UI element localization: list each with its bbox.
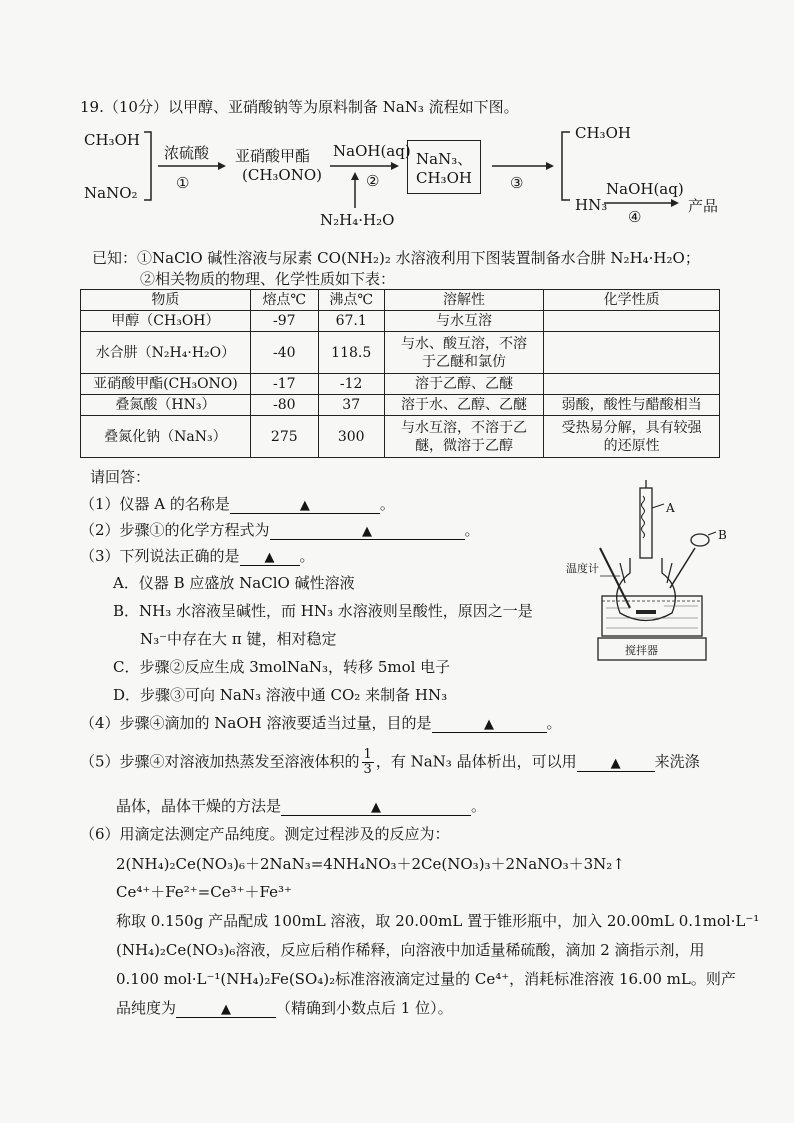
solubility-text: 与水互溶，不溶于乙 xyxy=(401,419,527,436)
reactant-methanol: CH₃OH xyxy=(84,131,140,149)
q6-paragraph-3: 0.100 mol·L⁻¹(NH₄)₂Fe(SO₄)₂标准溶液滴定过量的 Ce⁴⁺，消耗标准溶液 16.00 mL。则产 xyxy=(116,970,736,988)
property-table xyxy=(80,289,720,458)
q1-answer-blank[interactable] xyxy=(230,495,380,514)
q6-purity-blank[interactable] xyxy=(176,999,276,1018)
question-1 xyxy=(80,493,395,514)
table-row xyxy=(81,395,720,416)
header-substance: 物质 xyxy=(81,290,251,311)
label-a: A xyxy=(666,501,675,515)
header-chemical-property: 化学性质 xyxy=(544,290,720,311)
step2-reagent: NaOH(aq) xyxy=(333,142,411,160)
solubility-text: 溶于乙醇、乙醚 xyxy=(415,376,513,392)
box-line1: NaN₃、 xyxy=(416,150,473,168)
cell-solubility xyxy=(384,332,544,374)
question-4 xyxy=(80,712,562,733)
cell-bp: -12 xyxy=(318,374,384,395)
table-row xyxy=(81,416,720,458)
product-box xyxy=(407,140,481,194)
cell-chem xyxy=(544,395,720,416)
q2-answer-blank[interactable] xyxy=(270,521,465,540)
option-a: A．仪器 B 应盛放 NaClO 碱性溶液 xyxy=(113,574,355,592)
q6-paragraph-1: 称取 0.150g 产品配成 100mL 溶液，取 20.00mL 置于锥形瓶中，加入 20.00mL 0.1mol·L⁻¹ xyxy=(116,912,760,930)
cell-name: 水合肼（N₂H₄·H₂O） xyxy=(81,332,251,374)
q4-end: 。 xyxy=(546,714,562,732)
question-3 xyxy=(80,545,315,566)
fraction-denominator: 3 xyxy=(363,762,372,777)
blank-marker: ▲ xyxy=(362,524,373,539)
solubility-text-cont: 于乙醚和氯仿 xyxy=(422,353,506,370)
option-c: C．步骤②反应生成 3molNaN₃，转移 5mol 电子 xyxy=(113,658,451,676)
chem-text-cont: 的还原性 xyxy=(603,437,660,454)
question-title: 19.（10分）以甲醇、亚硝酸钠等为原料制备 NaN₃ 流程如下图。 xyxy=(80,98,519,116)
box-line2: CH₃OH xyxy=(416,169,472,187)
cell-bp: 118.5 xyxy=(318,332,384,374)
label-thermometer: 温度计 xyxy=(566,562,599,575)
header-solubility: 溶解性 xyxy=(384,290,544,311)
final-product: 产品 xyxy=(688,197,719,215)
q5-wash-blank[interactable] xyxy=(577,753,655,772)
cell-bp: 37 xyxy=(318,395,384,416)
known-line1: 已知：①NaClO 碱性溶液与尿素 CO(NH₂)₂ 水溶液利用下图装置制备水合肼 N₂H₄·H₂O； xyxy=(92,249,700,267)
step4-reagent: NaOH(aq) xyxy=(606,180,684,198)
header-melting-point: 熔点℃ xyxy=(250,290,318,311)
branch-methanol: CH₃OH xyxy=(575,124,631,142)
option-b-cont: N₃⁻中存在大 π 键，相对稳定 xyxy=(140,630,337,648)
question-5-line2 xyxy=(116,795,486,816)
option-b: B．NH₃ 水溶液呈碱性，而 HN₃ 水溶液则呈酸性，原因之一是 xyxy=(113,602,533,620)
q3-text: （3）下列说法正确的是 xyxy=(80,547,240,565)
cell-solubility xyxy=(384,374,544,395)
blank-marker: ▲ xyxy=(484,717,495,732)
answer-prompt: 请回答： xyxy=(90,468,151,486)
blank-marker: ▲ xyxy=(610,755,621,771)
cell-bp: 67.1 xyxy=(318,311,384,332)
cell-mp: -80 xyxy=(250,395,318,416)
q5-line2-text: 晶体，晶体干燥的方法是 xyxy=(116,797,282,815)
blank-marker: ▲ xyxy=(264,550,275,565)
label-stirrer: 搅拌器 xyxy=(625,644,658,657)
table-row xyxy=(81,332,720,374)
step1-label: ① xyxy=(176,174,190,192)
q5-line2-end: 。 xyxy=(471,797,487,815)
equation-2: Ce⁴⁺＋Fe²⁺=Ce³⁺＋Fe³⁺ xyxy=(116,883,292,901)
cell-solubility xyxy=(384,311,544,332)
chem-text: 受热易分解，具有较强 xyxy=(561,419,702,436)
intermediate-formula: (CH₃ONO) xyxy=(242,166,322,184)
cell-chem xyxy=(544,332,720,374)
flow-arrows xyxy=(0,0,794,240)
cell-mp: -40 xyxy=(250,332,318,374)
cell-mp: -97 xyxy=(250,311,318,332)
q1-end: 。 xyxy=(379,495,395,513)
q3-answer-blank[interactable] xyxy=(240,547,300,566)
solubility-text-cont: 醚，微溶于乙醇 xyxy=(415,437,513,454)
q5-dry-blank[interactable] xyxy=(281,797,471,816)
q6-purity-text: 品纯度为 xyxy=(116,999,177,1017)
question-2 xyxy=(80,519,480,540)
blank-marker: ▲ xyxy=(299,498,310,513)
chem-text: 弱酸，酸性与醋酸相当 xyxy=(561,397,702,413)
q5-after: 来洗涤 xyxy=(654,752,700,771)
step3-label: ③ xyxy=(510,174,524,192)
cell-chem xyxy=(544,416,720,458)
blank-marker: ▲ xyxy=(221,1002,232,1017)
cell-name: 叠氮酸（HN₃） xyxy=(81,395,251,416)
cell-name: 甲醇（CH₃OH） xyxy=(81,311,251,332)
blank-marker: ▲ xyxy=(371,800,382,815)
fraction-numerator: 1 xyxy=(363,747,372,762)
q6-paragraph-2: (NH₄)₂Ce(NO₃)₆溶液，反应后稍作稀释，向溶液中加适量稀硫酸，滴加 2 滴指示剂，用 xyxy=(116,941,705,959)
cell-bp: 300 xyxy=(318,416,384,458)
header-boiling-point: 沸点℃ xyxy=(318,290,384,311)
step1-reagent: 浓硫酸 xyxy=(164,144,210,162)
q2-end: 。 xyxy=(464,521,480,539)
cell-mp: 275 xyxy=(250,416,318,458)
solubility-text: 溶于水、乙醇、乙醚 xyxy=(401,397,527,413)
q2-text: （2）步骤①的化学方程式为 xyxy=(80,521,270,539)
solubility-text: 与水、酸互溶，不溶 xyxy=(401,335,527,352)
table-row xyxy=(81,311,720,332)
cell-chem xyxy=(544,374,720,395)
label-b: B xyxy=(718,528,727,542)
cell-mp: -17 xyxy=(250,374,318,395)
question-5 xyxy=(80,748,700,777)
cell-name: 亚硝酸甲酯(CH₃ONO) xyxy=(81,374,251,395)
q1-text: （1）仪器 A 的名称是 xyxy=(80,495,230,513)
cell-solubility xyxy=(384,395,544,416)
option-d: D．步骤③可向 NaN₃ 溶液中通 CO₂ 来制备 HN₃ xyxy=(113,686,448,704)
known-line2: ②相关物质的物理、化学性质如下表： xyxy=(140,270,396,288)
q5-text: （5）步骤④对溶液加热蒸发至溶液体积的 xyxy=(80,752,360,771)
cell-solubility xyxy=(384,416,544,458)
q4-text: （4）步骤④滴加的 NaOH 溶液要适当过量，目的是 xyxy=(80,714,432,732)
table-header-row xyxy=(81,290,720,311)
q3-end: 。 xyxy=(299,547,315,565)
cell-name: 叠氮化钠（NaN₃） xyxy=(81,416,251,458)
q6-paragraph-4 xyxy=(116,997,453,1018)
question-6-intro: （6）用滴定法测定产品纯度。测定过程涉及的反应为： xyxy=(80,825,450,843)
intermediate-name: 亚硝酸甲酯 xyxy=(235,147,311,165)
step2-label: ② xyxy=(366,172,380,190)
branch-hydrazoic-acid: HN₃ xyxy=(575,196,608,214)
step4-label: ④ xyxy=(628,208,642,226)
cell-chem xyxy=(544,311,720,332)
table-row xyxy=(81,374,720,395)
step2-input: N₂H₄·H₂O xyxy=(320,211,395,229)
fraction-one-third xyxy=(362,748,374,777)
equation-1: 2(NH₄)₂Ce(NO₃)₆＋2NaN₃=4NH₄NO₃＋2Ce(NO₃)₃＋2NaNO₃＋3N₂↑ xyxy=(116,855,625,873)
q6-purity-end: （精确到小数点后 1 位）。 xyxy=(276,999,453,1017)
solubility-text: 与水互溶 xyxy=(436,313,492,329)
q5-middle: ，有 NaN₃ 晶体析出，可以用 xyxy=(375,752,577,771)
reactant-sodium-nitrite: NaNO₂ xyxy=(84,184,138,202)
q4-answer-blank[interactable] xyxy=(432,714,547,733)
